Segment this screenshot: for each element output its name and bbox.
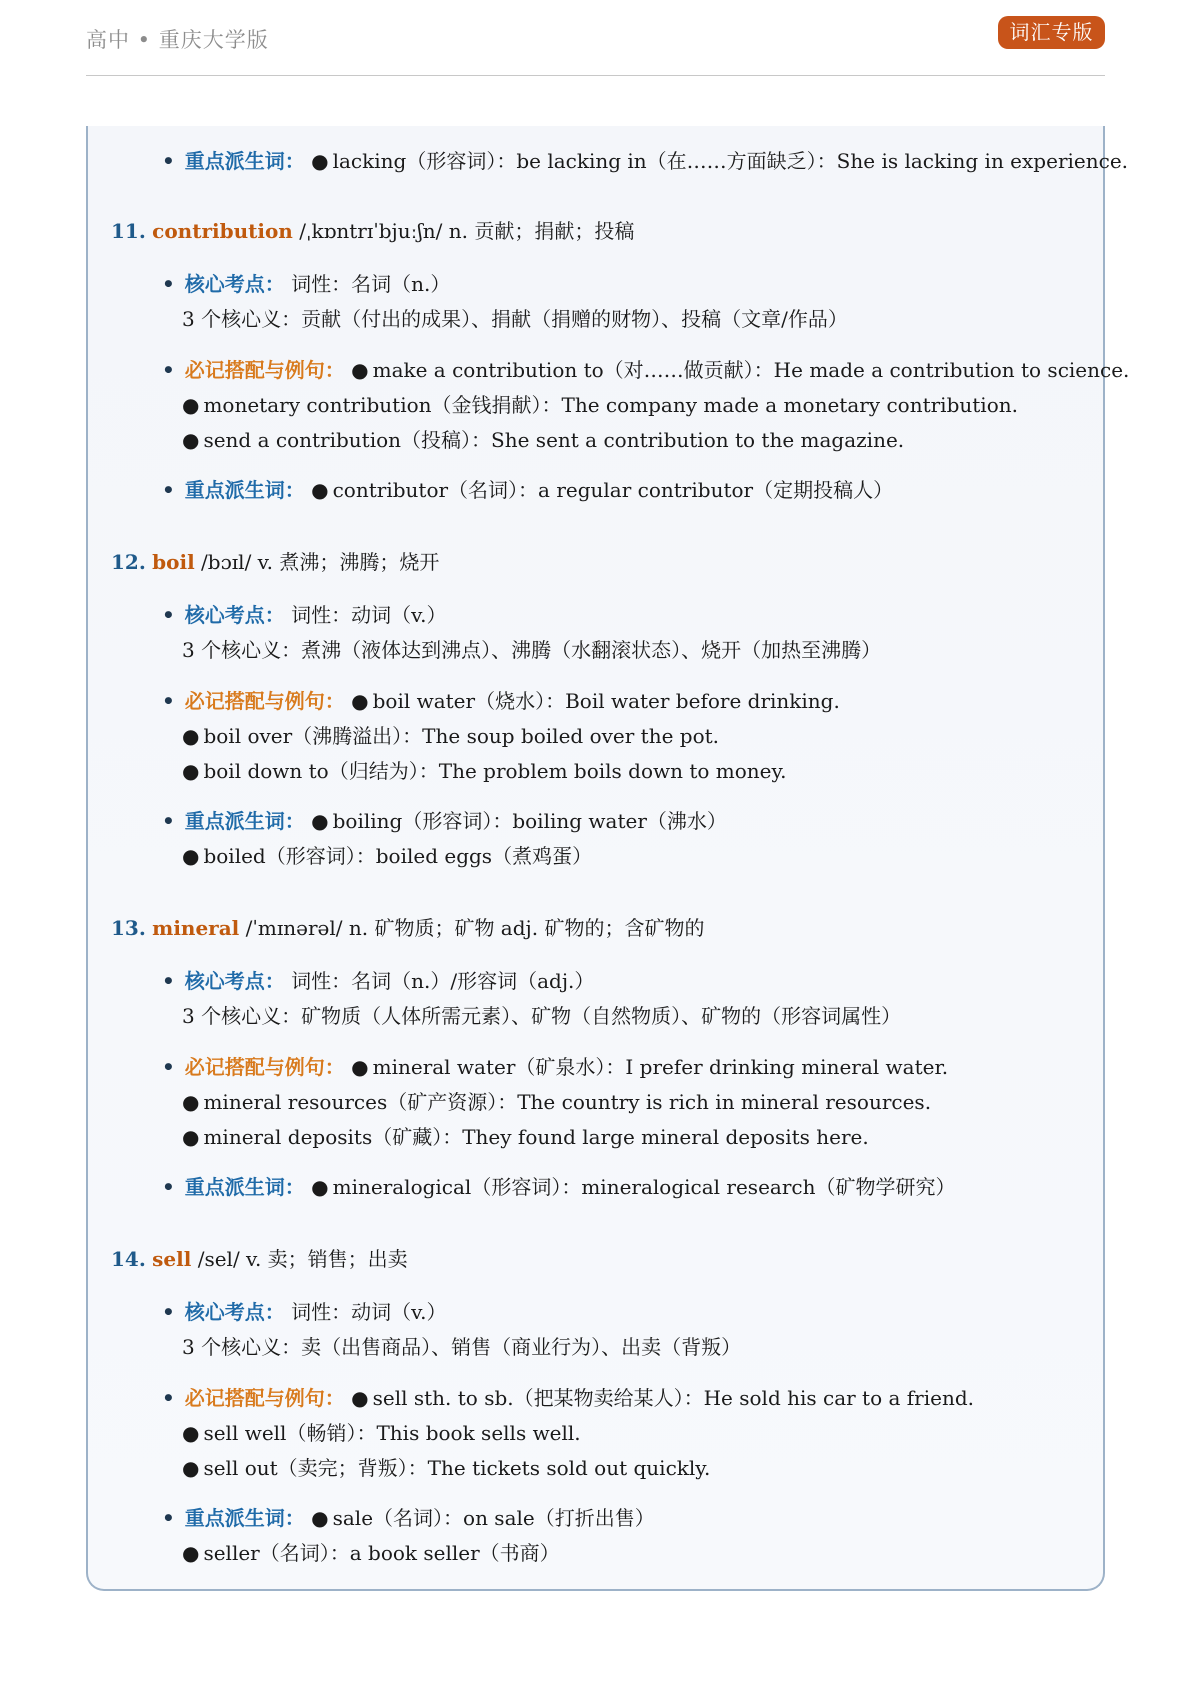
entry-word: contribution	[152, 219, 293, 243]
item-bullet: ●	[182, 393, 200, 417]
item-bullet: ●	[311, 149, 329, 173]
deriv-item-line	[182, 1540, 560, 1566]
section-bullet: •	[162, 149, 175, 173]
colloc-item: mineral deposits（矿藏）：They found large mineral deposits here.	[203, 1125, 869, 1149]
item-bullet: ●	[182, 428, 200, 452]
colloc-label: 必记搭配与例句：	[184, 358, 345, 382]
prev-deriv-line	[162, 148, 1128, 174]
colloc-item: make a contribution to（对……做贡献）：He made a contribution to science.	[372, 358, 1130, 382]
deriv-item: seller（名词）：a book seller（书商）	[203, 1541, 560, 1565]
item-bullet: ●	[311, 1175, 329, 1199]
colloc-label: 必记搭配与例句：	[184, 689, 345, 713]
deriv-item: boiled（形容词）：boiled eggs（煮鸡蛋）	[203, 844, 593, 868]
entry-definition: /ˈmɪnərəl/ n. 矿物质；矿物 adj. 矿物的；含矿物的	[245, 916, 705, 940]
core-label: 核心考点：	[184, 969, 285, 993]
section-bullet: •	[162, 1506, 175, 1530]
item-bullet: ●	[182, 1456, 200, 1480]
section-bullet: •	[162, 689, 175, 713]
colloc-item-line	[182, 1124, 869, 1150]
item-bullet: ●	[351, 689, 369, 713]
deriv-label: 重点派生词：	[184, 478, 305, 502]
deriv-item: lacking（形容词）：be lacking in（在……方面缺乏）：She is lacking in experience.	[332, 149, 1129, 173]
colloc-item: boil water（烧水）：Boil water before drinking.	[372, 689, 840, 713]
item-bullet: ●	[311, 809, 329, 833]
colloc-item: mineral water（矿泉水）：I prefer drinking mineral water.	[372, 1055, 949, 1079]
core-meanings: 3 个核心义：贡献（付出的成果）、捐献（捐赠的财物）、投稿（文章/作品）	[182, 307, 848, 331]
deriv-item: mineralogical（形容词）：mineralogical research（矿物学研究）	[332, 1175, 956, 1199]
colloc-item: send a contribution（投稿）：She sent a contribution to the magazine.	[203, 428, 905, 452]
header-divider	[86, 75, 1105, 76]
entry-number: 13.	[111, 916, 146, 940]
deriv-line	[162, 1505, 655, 1531]
section-bullet: •	[162, 272, 175, 296]
header-title: 高中 • 重庆大学版	[86, 28, 269, 52]
colloc-item-line	[182, 758, 787, 784]
colloc-item-line	[182, 1455, 710, 1481]
colloc-line	[162, 1054, 948, 1080]
colloc-line	[162, 688, 840, 714]
core-value: 词性：动词（v.）	[291, 603, 447, 627]
colloc-item: boil down to（归结为）：The problem boils down to money.	[203, 759, 787, 783]
section-bullet: •	[162, 358, 175, 382]
core-value: 词性：动词（v.）	[291, 1300, 447, 1324]
deriv-label: 重点派生词：	[184, 149, 305, 173]
entry-number: 12.	[111, 550, 146, 574]
section-bullet: •	[162, 603, 175, 627]
entry-word: mineral	[152, 916, 240, 940]
section-bullet: •	[162, 1055, 175, 1079]
section-bullet: •	[162, 478, 175, 502]
colloc-item: sell sth. to sb.（把某物卖给某人）：He sold his car to a friend.	[372, 1386, 975, 1410]
item-bullet: ●	[311, 1506, 329, 1530]
core-label: 核心考点：	[184, 1300, 285, 1324]
item-bullet: ●	[182, 1541, 200, 1565]
entry-definition: /bɔɪl/ v. 煮沸；沸腾；烧开	[201, 550, 440, 574]
entry-heading	[111, 218, 634, 244]
item-bullet: ●	[182, 1125, 200, 1149]
item-bullet: ●	[351, 358, 369, 382]
deriv-line	[162, 477, 893, 503]
core-line	[162, 1299, 446, 1325]
colloc-item: monetary contribution（金钱捐献）：The company made a monetary contribution.	[203, 393, 1018, 417]
item-bullet: ●	[351, 1386, 369, 1410]
deriv-item: sale（名词）：on sale（打折出售）	[332, 1506, 655, 1530]
core-label: 核心考点：	[184, 603, 285, 627]
entry-heading	[111, 1246, 408, 1272]
core-meanings: 3 个核心义：卖（出售商品）、销售（商业行为）、出卖（背叛）	[182, 1335, 742, 1359]
item-bullet: ●	[182, 1421, 200, 1445]
entry-heading	[111, 915, 704, 941]
section-bullet: •	[162, 809, 175, 833]
colloc-item-line	[182, 723, 719, 749]
item-bullet: ●	[182, 724, 200, 748]
item-bullet: ●	[311, 478, 329, 502]
header-badge: 词汇专版	[998, 16, 1105, 49]
entry-number: 11.	[111, 219, 146, 243]
entry-definition: /sel/ v. 卖；销售；出卖	[197, 1247, 408, 1271]
colloc-line	[162, 1385, 974, 1411]
core-line	[162, 602, 446, 628]
entry-heading	[111, 549, 439, 575]
section-bullet: •	[162, 1175, 175, 1199]
deriv-item: contributor（名词）：a regular contributor（定期投稿人）	[332, 478, 894, 502]
colloc-item: sell well（畅销）：This book sells well.	[203, 1421, 581, 1445]
entry-word: boil	[152, 550, 195, 574]
deriv-line	[162, 1174, 955, 1200]
deriv-label: 重点派生词：	[184, 1506, 305, 1530]
core-meanings: 3 个核心义：矿物质（人体所需元素）、矿物（自然物质）、矿物的（形容词属性）	[182, 1004, 902, 1028]
colloc-item-line	[182, 392, 1018, 418]
core-value: 词性：名词（n.）	[291, 272, 451, 296]
colloc-label: 必记搭配与例句：	[184, 1386, 345, 1410]
item-bullet: ●	[182, 1090, 200, 1114]
core-meanings: 3 个核心义：煮沸（液体达到沸点）、沸腾（水翻滚状态）、烧开（加热至沸腾）	[182, 638, 882, 662]
colloc-item-line	[182, 1089, 931, 1115]
colloc-item: mineral resources（矿产资源）：The country is rich in mineral resources.	[203, 1090, 932, 1114]
colloc-item-line	[182, 427, 904, 453]
core-value: 词性：名词（n.）/形容词（adj.）	[291, 969, 595, 993]
section-bullet: •	[162, 1300, 175, 1324]
deriv-item-line	[182, 843, 592, 869]
deriv-line	[162, 808, 727, 834]
colloc-item: boil over（沸腾溢出）：The soup boiled over the pot.	[203, 724, 720, 748]
colloc-item-line	[182, 1420, 581, 1446]
colloc-item: sell out（卖完；背叛）：The tickets sold out quickly.	[203, 1456, 711, 1480]
colloc-label: 必记搭配与例句：	[184, 1055, 345, 1079]
entry-number: 14.	[111, 1247, 146, 1271]
deriv-label: 重点派生词：	[184, 1175, 305, 1199]
core-line	[162, 271, 450, 297]
section-bullet: •	[162, 1386, 175, 1410]
core-label: 核心考点：	[184, 272, 285, 296]
colloc-line	[162, 357, 1129, 383]
entry-definition: /ˌkɒntrɪˈbjuːʃn/ n. 贡献；捐献；投稿	[299, 219, 635, 243]
item-bullet: ●	[182, 844, 200, 868]
entry-word: sell	[152, 1247, 192, 1271]
item-bullet: ●	[351, 1055, 369, 1079]
item-bullet: ●	[182, 759, 200, 783]
deriv-item: boiling（形容词）：boiling water（沸水）	[332, 809, 727, 833]
section-bullet: •	[162, 969, 175, 993]
deriv-label: 重点派生词：	[184, 809, 305, 833]
core-line	[162, 968, 594, 994]
